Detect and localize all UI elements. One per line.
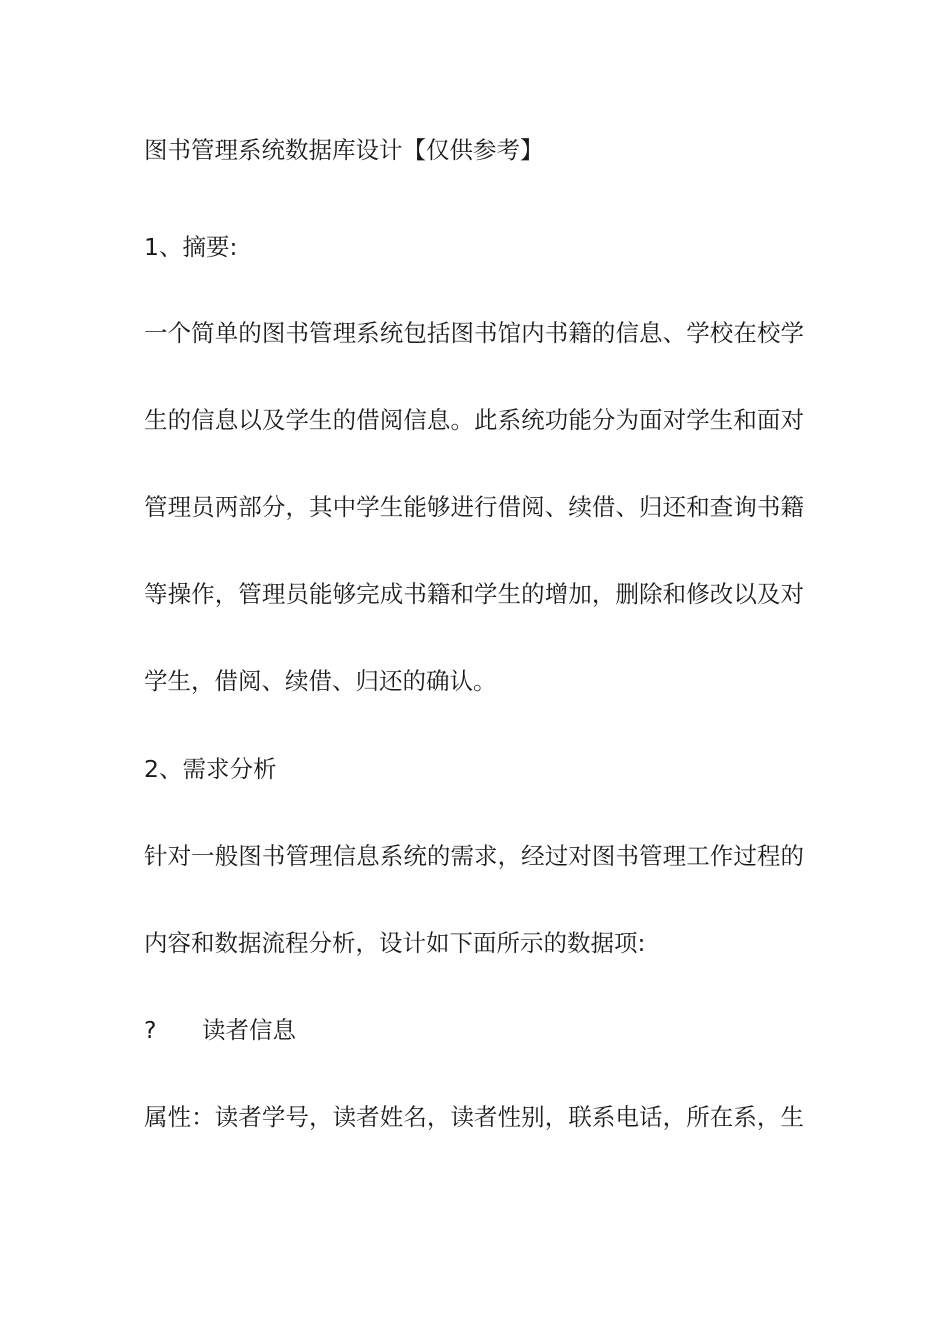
bullet-mark: ? [144,1016,157,1044]
abstract-line-5: 学生，借阅、续借、归还的确认。 [144,667,497,695]
abstract-line-4: 等操作，管理员能够完成书籍和学生的增加，删除和修改以及对 [144,580,804,608]
document-title: 图书管理系统数据库设计【仅供参考】 [144,136,544,164]
section-heading-abstract: 1、摘要: [144,233,238,261]
section-heading-requirements: 2、需求分析 [144,755,277,783]
analysis-line-2: 内容和数据流程分析，设计如下面所示的数据项: [144,929,646,957]
abstract-line-2: 生的信息以及学生的借阅信息。此系统功能分为面对学生和面对 [144,406,804,434]
bullet-item-reader-info [144,1014,804,1046]
analysis-line-1: 针对一般图书管理信息系统的需求，经过对图书管理工作过程的 [144,842,804,870]
abstract-line-1: 一个简单的图书管理系统包括图书馆内书籍的信息、学校在校学 [144,319,804,347]
abstract-line-3: 管理员两部分，其中学生能够进行借阅、续借、归还和查询书籍 [144,493,804,521]
bullet-label: 读者信息 [202,1016,296,1044]
attributes-line: 属性：读者学号，读者姓名，读者性别，联系电话，所在系，生 [144,1103,804,1131]
